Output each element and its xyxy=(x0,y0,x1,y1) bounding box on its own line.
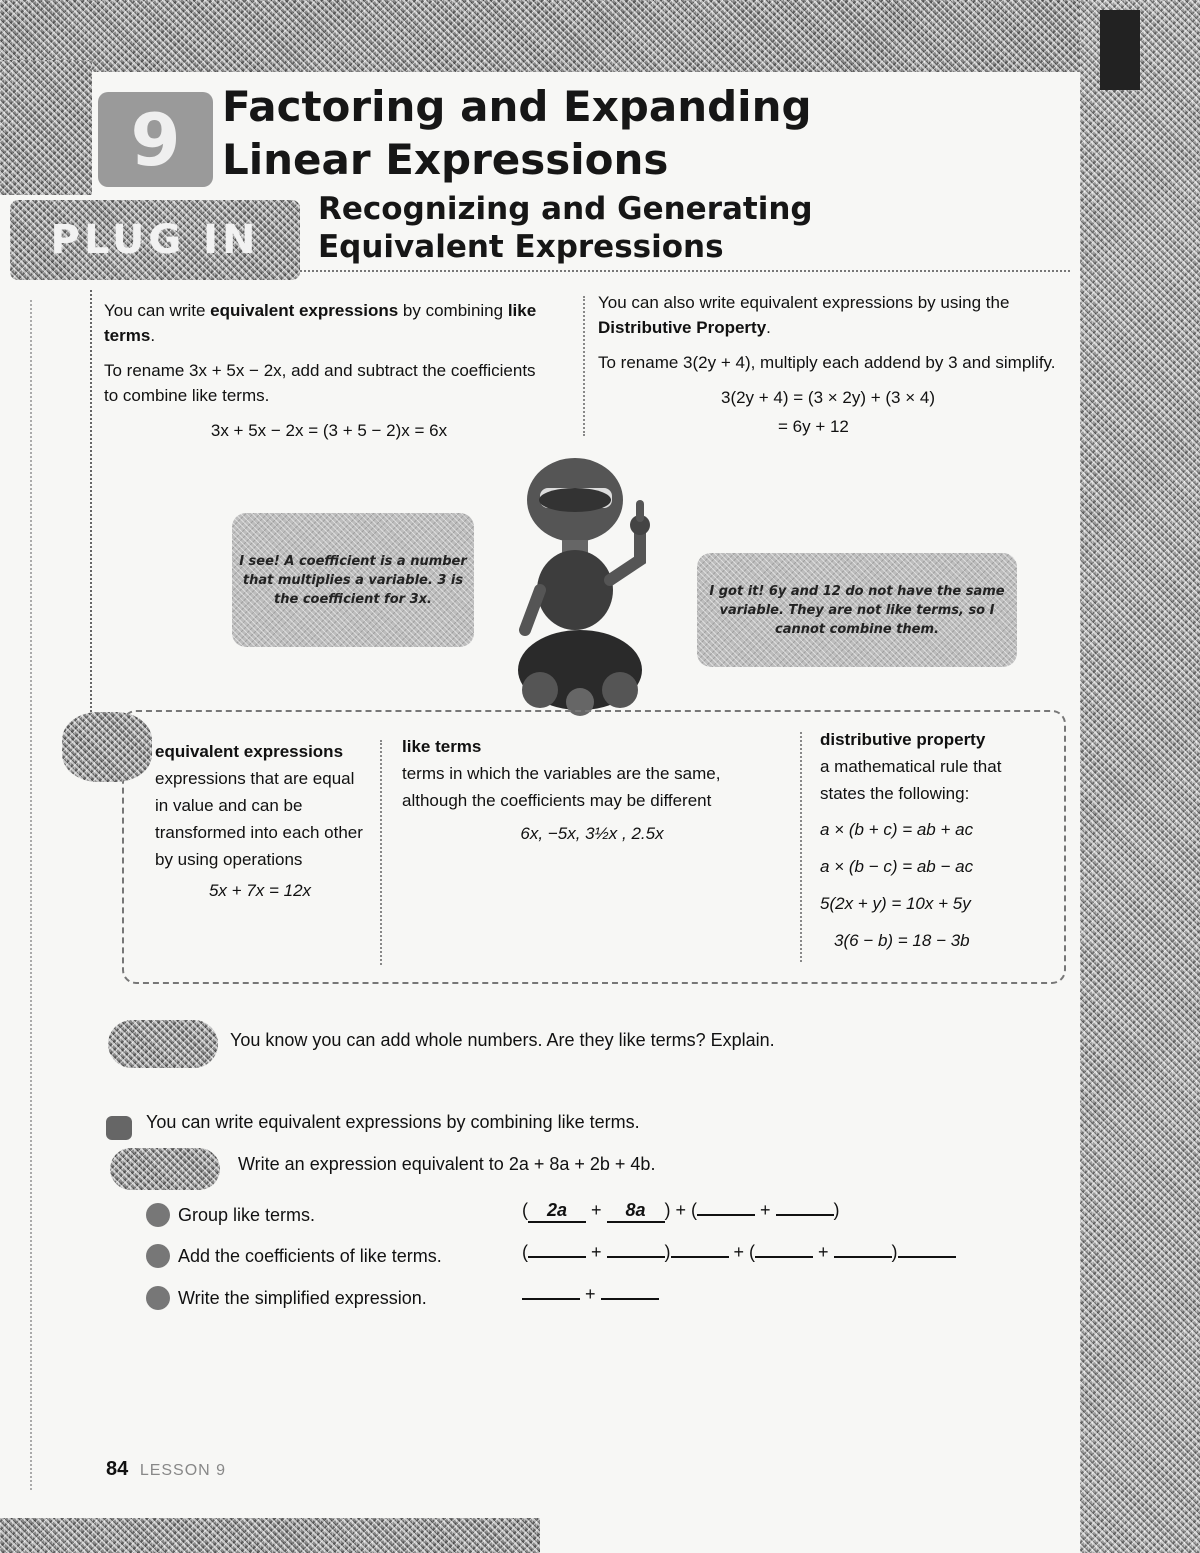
answer-row-write: + xyxy=(522,1284,659,1305)
section-subtitle xyxy=(318,190,813,266)
vocab-example: 6x, −5x, 3½x , 2.5x xyxy=(520,824,664,843)
right-equation-line-2: = 6y + 12 xyxy=(778,417,849,436)
title-line-1: Factoring and Expanding xyxy=(222,82,812,131)
vocab-example: 5(2x + y) = 10x + 5y xyxy=(820,894,971,913)
think-question: You know you can add whole numbers. Are they like terms? Explain. xyxy=(230,1030,775,1050)
answer-blank[interactable] xyxy=(671,1256,729,1258)
model-icon xyxy=(106,1116,132,1140)
vocab-definition: expressions that are equal in value and can be transformed into each other by using operations xyxy=(155,769,363,869)
right-equation-line-1: 3(2y + 4) = (3 × 2y) + (3 × 4) xyxy=(720,388,936,407)
scan-page-edge xyxy=(1080,0,1200,1553)
plugin-badge: PLUG IN xyxy=(10,200,300,280)
subtitle-line-2: Equivalent Expressions xyxy=(318,229,724,265)
model-intro: You can write equivalent expressions by combining like terms. xyxy=(146,1112,640,1132)
footer-lesson-label: LESSON 9 xyxy=(139,1462,227,1479)
vocabulary-icon xyxy=(62,712,152,782)
robot-mascot xyxy=(500,440,680,720)
vocab-definition: a mathematical rule that states the following: xyxy=(820,757,1002,803)
vocab-example: a × (b − c) = ab − ac xyxy=(820,857,974,876)
vocab-example: 3(6 − b) = 18 − 3b xyxy=(834,931,970,950)
subtitle-line-1: Recognizing and Generating xyxy=(318,191,813,227)
vocab-distributive-property xyxy=(820,726,1045,959)
step-marker-icon xyxy=(146,1244,170,1268)
answer-blank[interactable] xyxy=(898,1256,956,1258)
vocab-term: distributive property xyxy=(820,730,986,749)
right-explanation xyxy=(598,290,1058,449)
vocab-equivalent-expressions xyxy=(155,738,365,904)
model-task: Write an expression equivalent to 2a + 8a + 2b + 4b. xyxy=(238,1154,656,1174)
step-marker-icon xyxy=(146,1286,170,1310)
answer-blank[interactable] xyxy=(755,1256,813,1258)
lesson-title xyxy=(222,80,812,186)
answer-blank[interactable] xyxy=(776,1214,834,1216)
answer-blank[interactable] xyxy=(522,1298,580,1300)
title-line-2: Linear Expressions xyxy=(222,135,669,184)
step-label: Add the coefficients of like terms. xyxy=(178,1245,442,1266)
right-intro: You can also write equivalent expressions by using the Distributive Property. xyxy=(598,293,1010,337)
lesson-number-badge: 9 xyxy=(98,92,213,187)
step-write xyxy=(146,1286,427,1310)
answer-blank[interactable]: 2a xyxy=(528,1200,586,1223)
vocab-term: equivalent expressions xyxy=(155,742,344,761)
right-instruction: To rename 3(2y + 4), multiply each addend by 3 and simplify. xyxy=(598,353,1056,372)
left-intro: You can write equivalent expressions by combining like terms. xyxy=(104,301,537,345)
task-icon xyxy=(110,1148,220,1190)
scan-shadow xyxy=(1100,10,1140,90)
step-marker-icon xyxy=(146,1203,170,1227)
vocab-example: 5x + 7x = 12x xyxy=(208,881,312,900)
answer-blank[interactable] xyxy=(697,1214,755,1216)
vocab-like-terms xyxy=(402,733,782,847)
step-label: Group like terms. xyxy=(178,1204,316,1225)
vocab-divider xyxy=(800,732,802,962)
vocab-example: a × (b + c) = ab + ac xyxy=(820,820,974,839)
answer-blank[interactable] xyxy=(607,1256,665,1258)
page-number: 84 xyxy=(106,1458,129,1480)
subtitle-rule xyxy=(300,270,1070,272)
answer-row-add: ( + ) + ( + ) xyxy=(522,1242,956,1263)
page-footer xyxy=(106,1458,226,1481)
scan-border-bottom xyxy=(0,1518,540,1553)
answer-blank[interactable] xyxy=(528,1256,586,1258)
step-label: Write the simplified expression. xyxy=(178,1287,427,1308)
scan-border-left xyxy=(0,60,92,195)
vocab-divider xyxy=(380,740,382,965)
answer-row-group: ( 2a + 8a ) + ( + ) xyxy=(522,1200,840,1223)
answer-blank[interactable]: 8a xyxy=(607,1200,665,1223)
think-icon xyxy=(108,1020,218,1068)
plugin-frame-line xyxy=(90,290,92,720)
vocab-definition: terms in which the variables are the same, although the coefficients may be different xyxy=(402,764,721,810)
left-explanation xyxy=(104,298,554,453)
speech-bubble-right: I got it! 6y and 12 do not have the same variable. They are not like terms, so I cannot combine them. xyxy=(697,553,1017,667)
scan-border-top xyxy=(0,0,1110,72)
answer-blank[interactable] xyxy=(834,1256,892,1258)
margin-guide xyxy=(30,300,32,1490)
vocab-term: like terms xyxy=(402,737,482,756)
answer-blank[interactable] xyxy=(601,1298,659,1300)
step-add xyxy=(146,1244,442,1268)
left-instruction: To rename 3x + 5x − 2x, add and subtract the coefficients to combine like terms. xyxy=(104,361,536,405)
speech-bubble-left: I see! A coefficient is a number that multiplies a variable. 3 is the coefficient for 3x. xyxy=(232,513,474,647)
column-divider xyxy=(583,296,585,436)
step-group xyxy=(146,1203,315,1227)
left-equation: 3x + 5x − 2x = (3 + 5 − 2)x = 6x xyxy=(210,421,448,440)
